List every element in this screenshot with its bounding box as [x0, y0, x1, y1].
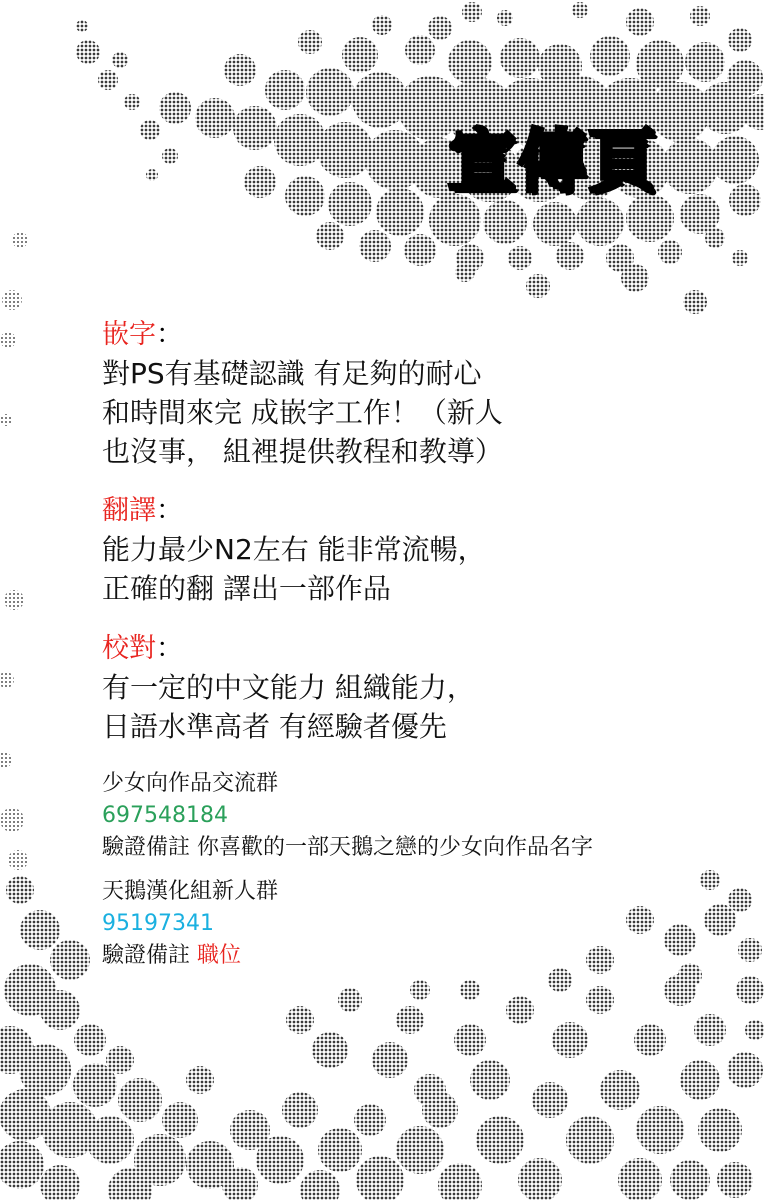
halftone-bubble: [678, 963, 702, 987]
halftone-bubble: [20, 910, 60, 950]
halftone-bubble: [476, 1116, 524, 1164]
halftone-bubble: [698, 1108, 742, 1152]
halftone-bubble: [694, 1014, 726, 1046]
halftone-bubble: [680, 194, 720, 234]
halftone-bubble: [700, 870, 720, 890]
halftone-bubble: [328, 182, 372, 226]
halftone-bubble: [74, 1024, 106, 1056]
halftone-bubble: [556, 242, 584, 270]
halftone-bubble: [0, 414, 12, 426]
halftone-bubble: [162, 1102, 198, 1138]
halftone-bubble: [404, 234, 436, 266]
halftone-bubble: [298, 30, 322, 54]
halftone-bubble: [186, 1066, 214, 1094]
halftone-bubble: [40, 1165, 80, 1200]
section-line: 有一定的中文能力 組織能力，: [102, 671, 475, 704]
halftone-bubble: [12, 232, 28, 248]
group-newcomer: [102, 876, 278, 972]
section-label: 嵌字: [102, 319, 156, 350]
halftone-bubble: [300, 1170, 340, 1200]
group-number[interactable]: 95197341: [102, 911, 214, 936]
halftone-bubble: [626, 8, 654, 36]
halftone-bubble: [306, 68, 354, 116]
halftone-bubble: [112, 52, 128, 68]
halftone-bubble: [736, 976, 764, 1004]
halftone-bubble: [728, 888, 752, 912]
halftone-bubble: [506, 996, 534, 1024]
halftone-bubble: [600, 1070, 640, 1110]
halftone-bubble: [318, 1128, 362, 1172]
halftone-bubble: [414, 1074, 446, 1106]
halftone-bubble: [98, 70, 118, 90]
halftone-bubble: [634, 1024, 666, 1056]
group-name: 少女向作品交流群: [102, 771, 279, 796]
halftone-bubble: [405, 35, 435, 65]
halftone-bubble: [317, 122, 373, 178]
halftone-bubble: [727, 1052, 763, 1088]
halftone-bubble: [372, 15, 392, 35]
halftone-bubble: [483, 200, 527, 244]
halftone-bubble: [233, 106, 277, 150]
halftone-bubble: [704, 904, 736, 936]
halftone-bubble: [244, 166, 276, 198]
section-label: 翻譯: [102, 495, 156, 526]
halftone-bubble: [497, 10, 513, 26]
halftone-bubble: [106, 1046, 134, 1074]
halftone-bubble: [396, 1006, 424, 1034]
halftone-bubble: [282, 1092, 318, 1128]
group-note: 驗證備註 你喜歡的一部天鵝之戀的少女向作品名字: [102, 835, 593, 860]
halftone-bubble: [532, 1082, 568, 1118]
halftone-bubble: [685, 42, 725, 82]
halftone-bubble: [4, 590, 24, 610]
halftone-bubble: [454, 1024, 486, 1056]
group-name: 天鵝漢化組新人群: [102, 879, 279, 904]
halftone-bubble: [670, 1160, 710, 1200]
halftone-bubble: [455, 262, 475, 282]
halftone-bubble: [76, 20, 88, 32]
halftone-bubble: [265, 70, 305, 110]
halftone-bubble: [729, 184, 761, 216]
section-line: 能力最少N2左右 能非常流暢，: [102, 533, 486, 566]
halftone-bubble: [40, 990, 80, 1030]
halftone-bubble: [76, 40, 100, 64]
halftone-bubble: [460, 980, 480, 1000]
halftone-bubble: [738, 938, 762, 962]
halftone-bubble: [590, 36, 630, 76]
halftone-bubble: [658, 240, 682, 264]
halftone-bubble: [19, 1044, 71, 1096]
halftone-bubble: [518, 1158, 562, 1200]
halftone-bubble: [8, 850, 28, 870]
halftone-bubble: [159, 92, 191, 124]
halftone-bubble: [500, 38, 540, 78]
halftone-bubble: [438, 1163, 482, 1200]
halftone-bubble: [586, 946, 614, 974]
page-title: 宣傳頁: [448, 123, 659, 202]
halftone-bubble: [195, 98, 235, 138]
halftone-bubble: [356, 1156, 404, 1200]
halftone-bubble: [732, 250, 748, 266]
group-note-prefix: 驗證備註: [102, 943, 191, 968]
halftone-bubble: [586, 986, 614, 1014]
halftone-bubble: [256, 1136, 304, 1184]
halftone-bubble: [372, 1042, 408, 1078]
halftone-bubble: [576, 198, 624, 246]
halftone-bubble: [146, 169, 158, 181]
halftone-bubble: [470, 1060, 510, 1100]
halftone-bubble: [286, 1006, 314, 1034]
halftone-bubble: [0, 672, 14, 688]
halftone-bubble: [717, 1162, 753, 1198]
group-note-value: 職位: [197, 943, 242, 968]
halftone-bubble: [690, 6, 710, 26]
halftone-bubble: [711, 136, 759, 184]
halftone-bubble: [50, 940, 90, 980]
halftone-bubble: [274, 114, 326, 166]
halftone-bubble: [354, 1104, 386, 1136]
halftone-bubble: [359, 230, 391, 262]
halftone-bubble: [140, 120, 160, 140]
halftone-bubble: [683, 290, 707, 314]
halftone-bubble: [118, 1078, 162, 1122]
halftone-bubble: [0, 808, 24, 832]
halftone-bubble: [376, 188, 424, 236]
halftone-bubble: [448, 40, 492, 84]
halftone-bubble: [86, 1116, 134, 1164]
section-line: 正確的翻 譯出一部作品: [102, 572, 391, 605]
halftone-bubble: [316, 222, 344, 250]
halftone-bubble: [0, 332, 16, 348]
halftone-bubble: [626, 906, 654, 934]
section-label: 校對: [102, 633, 156, 664]
halftone-bubble: [548, 968, 572, 992]
halftone-bubble: [552, 1022, 588, 1058]
halftone-bubble: [618, 1158, 662, 1200]
halftone-bubble: [621, 264, 649, 292]
halftone-bubble: [526, 274, 550, 298]
halftone-bubble: [342, 37, 378, 73]
halftone-bubble: [162, 148, 178, 164]
halftone-bubble: [745, 1020, 764, 1040]
section-line: 對PS有基礎認識 有足夠的耐心: [102, 357, 482, 390]
halftone-bubble: [508, 246, 532, 270]
halftone-bubble: [662, 138, 718, 194]
group-shoujo-exchange: [102, 768, 593, 864]
halftone-bubble: [2, 290, 22, 310]
halftone-bubble: [224, 54, 256, 86]
halftone-bubble: [338, 988, 362, 1012]
halftone-bubble: [566, 1116, 614, 1164]
halftone-bubble: [0, 752, 12, 768]
halftone-bubble: [572, 2, 588, 18]
section-proofreading: 校對： 有一定的中文能力 組織能力， 日語水準高者 有經驗者優先: [102, 632, 475, 746]
halftone-bubble: [664, 924, 696, 956]
halftone-bubble: [0, 1141, 44, 1189]
halftone-bubble: [410, 980, 430, 1000]
section-line: 和時間來完 成嵌字工作！（新人: [102, 396, 503, 429]
halftone-bubble: [533, 202, 577, 246]
halftone-bubble: [680, 1060, 720, 1100]
section-typesetting: 嵌字： 對PS有基礎認識 有足夠的耐心 和時間來完 成嵌字工作！（新人 也沒事， 組裡提供教程和教導）: [102, 318, 503, 471]
halftone-bubble: [462, 2, 482, 22]
group-number[interactable]: 697548184: [102, 803, 228, 828]
halftone-bubble: [285, 176, 325, 216]
section-line: 也沒事， 組裡提供教程和教導）: [102, 435, 503, 468]
section-line: 日語水準高者 有經驗者優先: [102, 710, 447, 743]
halftone-bubble: [705, 228, 725, 248]
halftone-bubble: [396, 1126, 444, 1174]
halftone-bubble: [636, 1106, 684, 1154]
halftone-bubble: [428, 16, 452, 40]
halftone-bubble: [312, 1032, 348, 1068]
halftone-bubble: [6, 876, 34, 904]
halftone-bubble: [124, 94, 140, 110]
section-translation: 翻譯： 能力最少N2左右 能非常流暢， 正確的翻 譯出一部作品: [102, 494, 486, 608]
halftone-bubble: [728, 28, 752, 52]
